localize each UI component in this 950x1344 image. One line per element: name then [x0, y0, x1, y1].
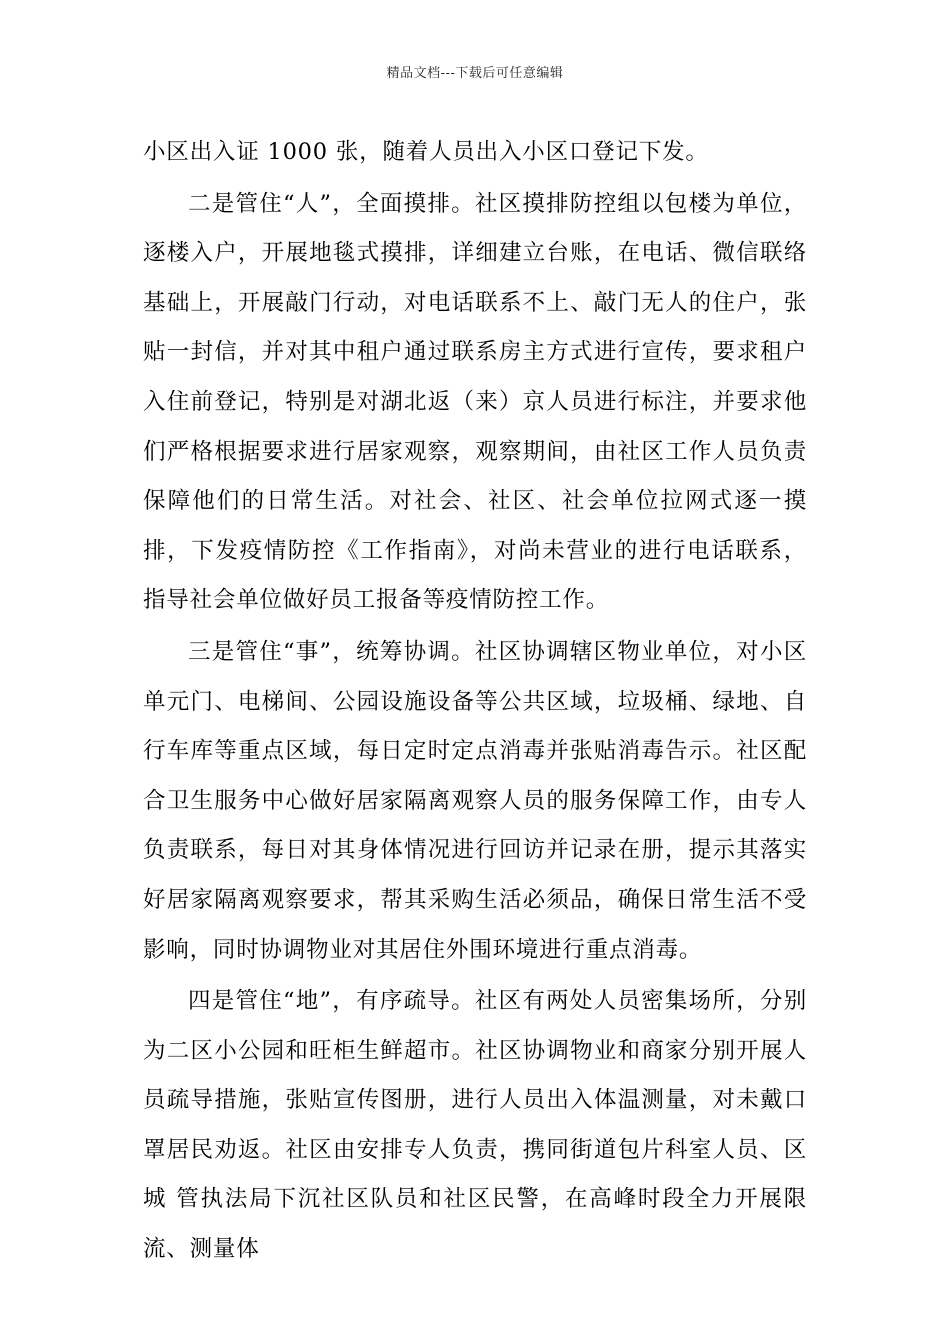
document-body: [143, 128, 807, 1275]
paragraph-continuation: 小区出入证 1000 张，随着人员出入小区口登记下发。: [143, 139, 709, 165]
paragraph-places: 四是管住“地”，有序疏导。社区有两处人员密集场所，分别为二区小公园和旺柜生鲜超市。社区协调物业和商家分别开展人员疏导措施，张贴宣传图册，进行人员出入体温测量，对未戴口罩居民劝返。社区由安排专人负责，携同街道包片科室人员、区城 管执法局下沉社区队员和社区民警，在高峰时段全力开展限流、测量体: [143, 988, 807, 1263]
paragraph-affairs: 三是管住“事”，统筹协调。社区协调辖区物业单位，对小区单元门、电梯间、公园设施设备等公共区域，垃圾桶、绿地、自行车库等重点区域，每日定时定点消毒并张贴消毒告示。社区配合卫生服务中心做好居家隔离观察人员的服务保障工作，由专人负责联系，每日对其身体情况进行回访并记录在册，提示其落实好居家隔离观察要求，帮其采购生活必须品，确保日常生活不受影响，同时协调物业对其居住外围环境进行重点消毒。: [143, 638, 807, 963]
page-header: 精品文档---下载后可任意编辑: [386, 66, 564, 81]
paragraph-people: 二是管住“人”，全面摸排。社区摸排防控组以包楼为单位，逐楼入户，开展地毯式摸排，详细建立台账，在电话、微信联络基础上，开展敲门行动，对电话联系不上、敲门无人的住户，张贴一封信，并对其中租户通过联系房主方式进行宣传，要求租户入住前登记，特别是对湖北返（来）京人员进行标注，并要求他们严格根据要求进行居家观察，观察期间，由社区工作人员负责保障他们的日常生活。对社会、社区、社会单位拉网式逐一摸排，下发疫情防控《工作指南》，对尚未营业的进行电话联系，指导社会单位做好员工报备等疫情防控工作。: [143, 190, 807, 614]
